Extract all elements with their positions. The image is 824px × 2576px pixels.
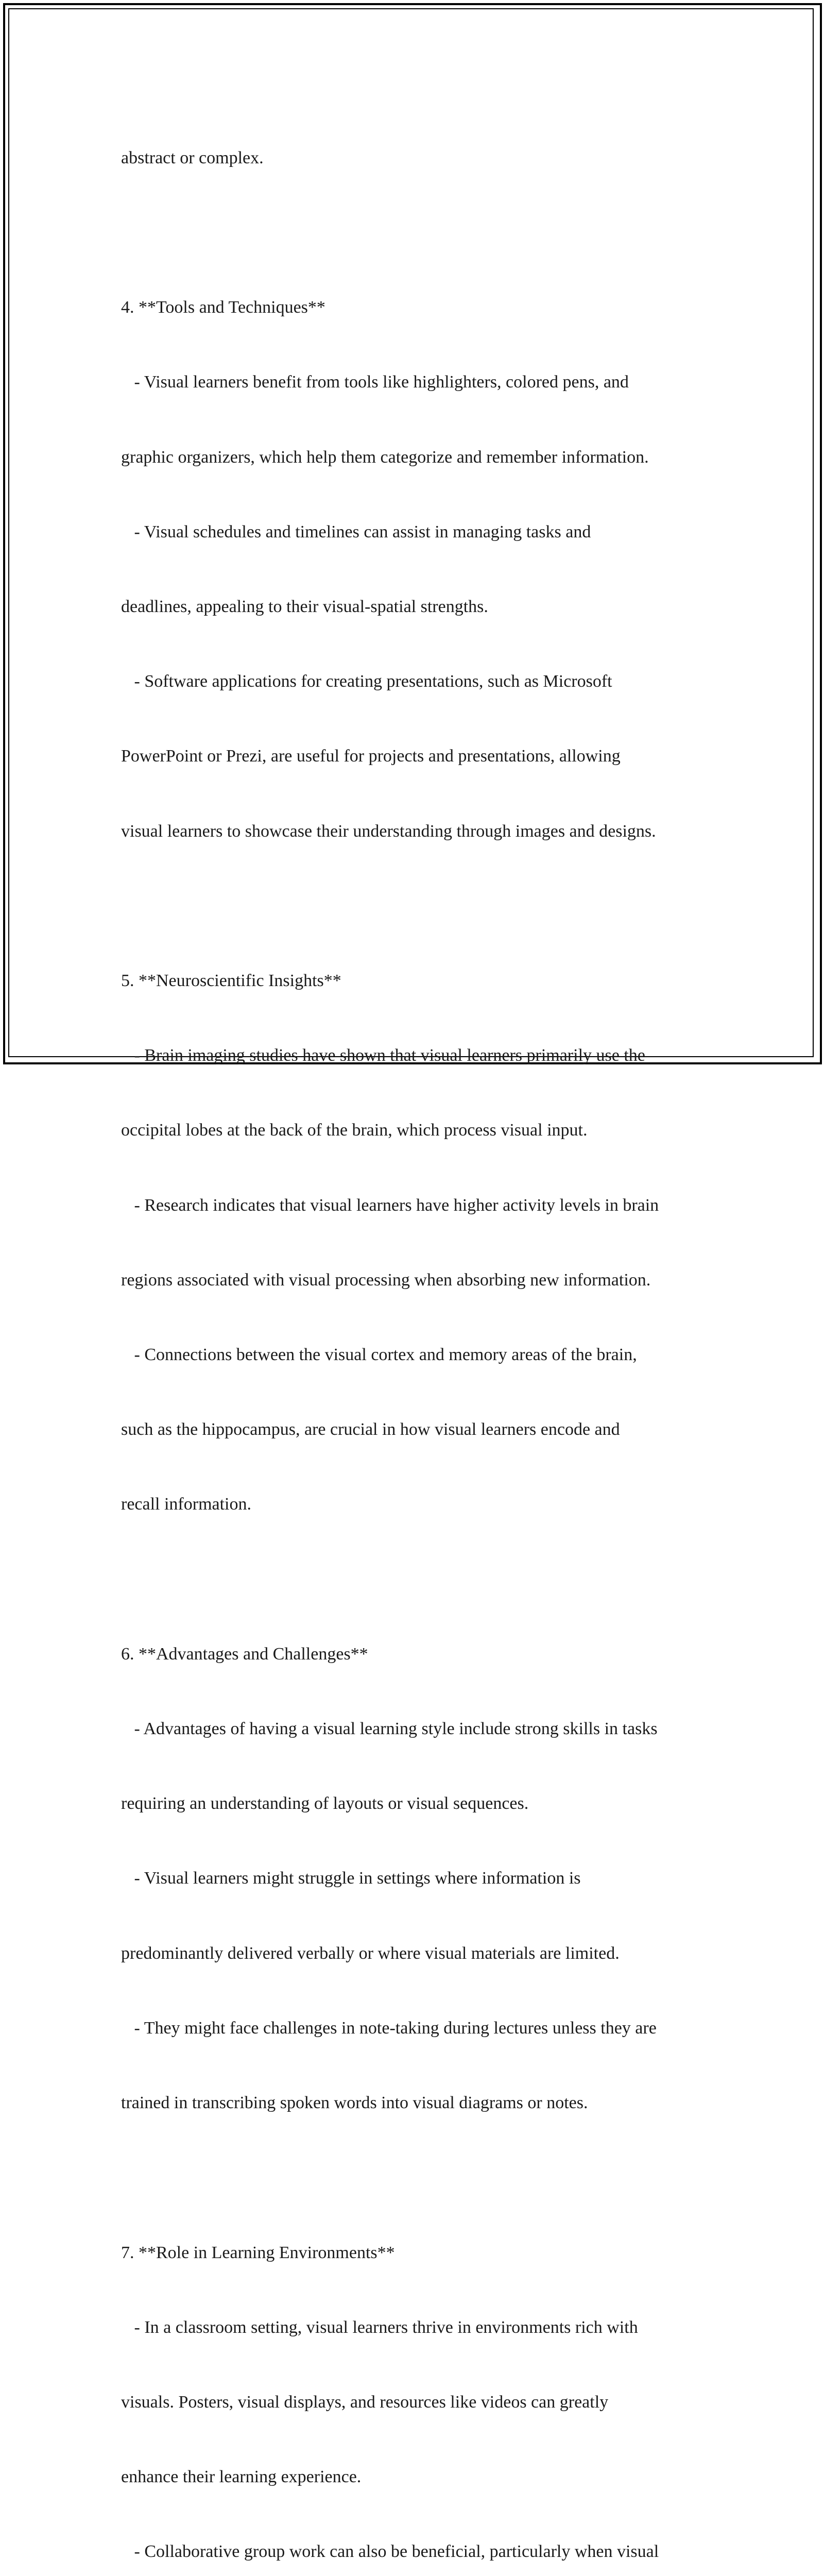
document-body <box>121 96 729 2576</box>
text-line: - They might face challenges in note-taking during lectures unless they are <box>121 2018 657 2038</box>
text-line: visual learners to showcase their understanding through images and designs. <box>121 821 656 841</box>
text-line: PowerPoint or Prezi, are useful for projects and presentations, allowing <box>121 747 621 766</box>
text-line: trained in transcribing spoken words into visual diagrams or notes. <box>121 2093 588 2113</box>
text-line: - Brain imaging studies have shown that visual learners primarily use the <box>121 1046 645 1065</box>
text-line: - In a classroom setting, visual learners thrive in environments rich with <box>121 2317 638 2337</box>
blank-line <box>121 1567 729 1592</box>
text-line: regions associated with visual processing when absorbing new information. <box>121 1270 651 1290</box>
text-line: - Visual learners might struggle in settings where information is <box>121 1869 581 1888</box>
section-heading: 4. **Tools and Techniques** <box>121 298 325 317</box>
text-line: - Advantages of having a visual learning style include strong skills in tasks <box>121 1719 658 1739</box>
text-line: - Collaborative group work can also be beneficial, particularly when visual <box>121 2542 659 2562</box>
blank-line <box>121 894 729 919</box>
text-line: - Research indicates that visual learners have higher activity levels in brain <box>121 1195 659 1215</box>
text-line: - Software applications for creating presentations, such as Microsoft <box>121 672 612 691</box>
text-line: visuals. Posters, visual displays, and resources like videos can greatly <box>121 2392 609 2412</box>
section-heading: 6. **Advantages and Challenges** <box>121 1644 368 1664</box>
section-heading: 5. **Neuroscientific Insights** <box>121 971 341 991</box>
text-line: enhance their learning experience. <box>121 2467 362 2487</box>
text-line: such as the hippocampus, are crucial in how visual learners encode and <box>121 1420 620 1439</box>
text-line: - Visual learners benefit from tools like highlighters, colored pens, and <box>121 372 629 392</box>
text-line: deadlines, appealing to their visual-spatial strengths. <box>121 597 488 617</box>
blank-line <box>121 221 729 245</box>
section-heading: 7. **Role in Learning Environments** <box>121 2243 395 2262</box>
text-line: graphic organizers, which help them categorize and remember information. <box>121 447 649 467</box>
text-line: predominantly delivered verbally or where visual materials are limited. <box>121 1943 620 1963</box>
text-line: - Visual schedules and timelines can assist in managing tasks and <box>121 522 591 541</box>
blank-line <box>121 2165 729 2190</box>
text-line: occipital lobes at the back of the brain, which process visual input. <box>121 1121 588 1140</box>
text-line: recall information. <box>121 1495 252 1514</box>
text-line: requiring an understanding of layouts or visual sequences. <box>121 1794 529 1814</box>
text-line: abstract or complex. <box>121 148 264 167</box>
text-line: - Connections between the visual cortex and memory areas of the brain, <box>121 1345 637 1365</box>
